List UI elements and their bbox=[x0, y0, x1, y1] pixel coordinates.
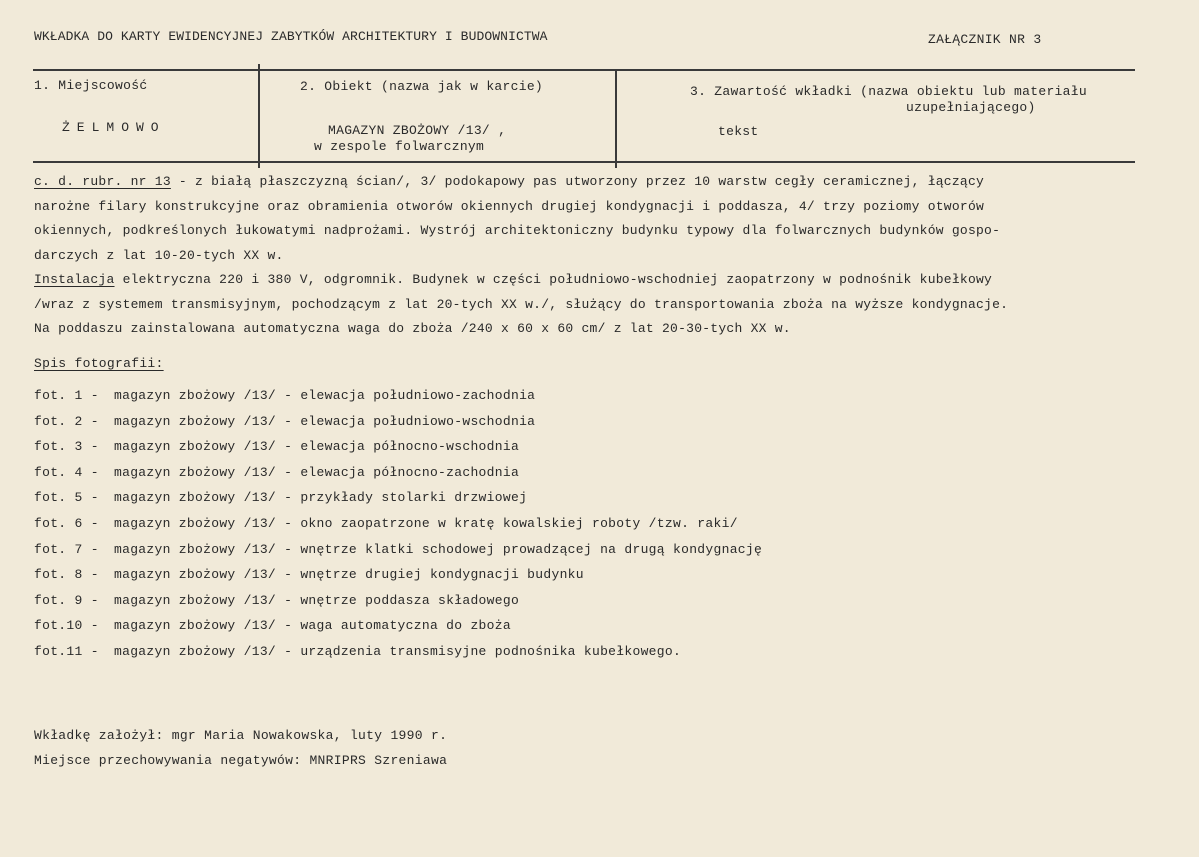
object-value-line2: w zespole folwarcznym bbox=[314, 139, 485, 154]
contents-label-line1: 3. Zawartość wkładki (nazwa obiektu lub materiału bbox=[690, 84, 1087, 99]
form-title: WKŁADKA DO KARTY EWIDENCYJNEJ ZABYTKÓW ARCHITEKTURY I BUDOWNICTWA bbox=[34, 29, 548, 44]
photo-list bbox=[34, 383, 762, 665]
locality-value: ŻELMOWO bbox=[62, 120, 166, 135]
list-item: fot. 7 - magazyn zbożowy /13/ - wnętrze klatki schodowej prowadzącej na drugą kondygnację bbox=[34, 541, 763, 557]
table-bottom-rule bbox=[33, 161, 1135, 163]
column-divider-2 bbox=[615, 69, 617, 168]
column-divider-1 bbox=[258, 64, 260, 168]
description-paragraph-2: Instalacja elektryczna 220 i 380 V, odgromnik. Budynek w części południowo-wschodniej zaopatrzony w podnośnik kubełkowy /wraz z systemem transmisyjnym, pochodzącym z lat 20-tych XX w./, służący do transportowania zboża na wyższe kondygnacje. Na poddaszu zainstalowana automatyczna waga do zboża /240 x 60 x 60 cm/ z lat 20-30-tych XX w. bbox=[34, 272, 1009, 336]
list-item: fot. 2 - magazyn zbożowy /13/ - elewacja południowo-wschodnia bbox=[34, 413, 536, 429]
contents-value: tekst bbox=[718, 124, 759, 139]
list-item: fot.11 - magazyn zbożowy /13/ - urządzenia transmisyjne podnośnika kubełkowego. bbox=[34, 643, 682, 659]
list-item: fot. 6 - magazyn zbożowy /13/ - okno zaopatrzone w kratę kowalskiej roboty /tzw. raki/ bbox=[34, 515, 738, 531]
founder-line: Wkładkę założył: mgr Maria Nowakowska, luty 1990 r. bbox=[34, 728, 448, 743]
contents-label-line2: uzupełniającego) bbox=[906, 100, 1036, 115]
list-item: fot.10 - magazyn zbożowy /13/ - waga automatyczna do zboża bbox=[34, 618, 511, 634]
object-label: 2. Obiekt (nazwa jak w karcie) bbox=[300, 79, 544, 94]
list-item: fot. 5 - magazyn zbożowy /13/ - przykłady stolarki drzwiowej bbox=[34, 490, 528, 506]
attachment-number: ZAŁĄCZNIK NR 3 bbox=[928, 32, 1042, 47]
list-item: fot. 8 - magazyn zbożowy /13/ - wnętrze drugiej kondygnacji budynku bbox=[34, 567, 584, 583]
locality-label: 1. Miejscowość bbox=[34, 78, 148, 93]
list-item: fot. 9 - magazyn zbożowy /13/ - wnętrze poddasza składowego bbox=[34, 592, 520, 608]
list-item: fot. 3 - magazyn zbożowy /13/ - elewacja północno-wschodnia bbox=[34, 439, 520, 455]
list-item: fot. 4 - magazyn zbożowy /13/ - elewacja północno-zachodnia bbox=[34, 464, 520, 480]
installation-heading: Instalacja bbox=[34, 272, 115, 287]
list-item: fot. 1 - magazyn zbożowy /13/ - elewacja południowo-zachodnia bbox=[34, 388, 536, 403]
description-paragraph-1: c. d. rubr. nr 13 - z białą płaszczyzną ścian/, 3/ podokapowy pas utworzony przez 10 warstw cegły ceramicznej, łączący narożne filary konstrukcyjne oraz obramienia otworów okiennych drugiej kondygnacji i poddasza, 4/ trzy poziomy otworów okiennych, podkreślonych łukowatymi nadprożami. Wystrój architektoniczny budynku typowy dla folwarcznych budynków gospo- darczych z lat 10-20-tych XX w. bbox=[34, 174, 1001, 263]
negatives-location-line: Miejsce przechowywania negatywów: MNRIPRS Szreniawa bbox=[34, 753, 448, 768]
object-value-line1: MAGAZYN ZBOŻOWY /13/ , bbox=[328, 123, 507, 138]
photo-list-heading: Spis fotografii: bbox=[34, 356, 164, 371]
continuation-reference: c. d. rubr. nr 13 bbox=[34, 174, 171, 189]
table-top-rule bbox=[33, 69, 1135, 71]
